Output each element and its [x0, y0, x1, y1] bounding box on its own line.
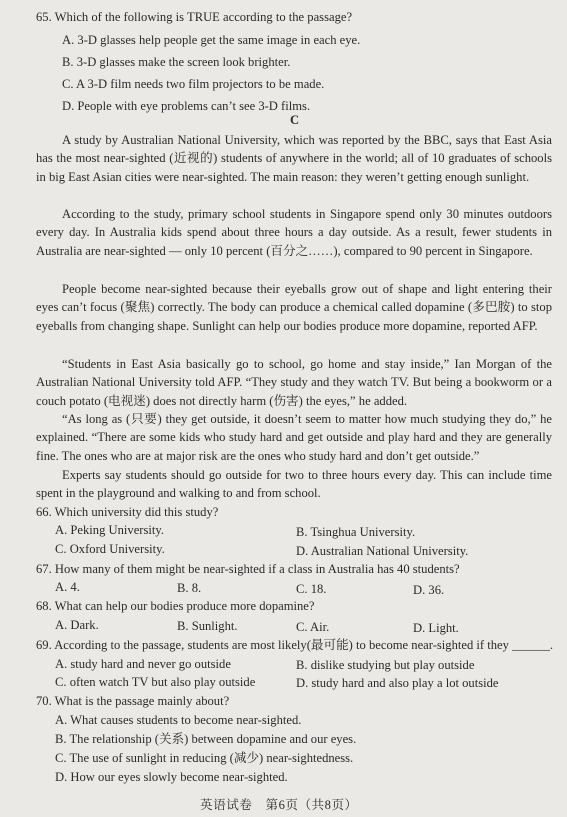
- q69-stem: 69. According to the passage, students are most likely(最可能) to become near-sighted if they ______.: [36, 638, 554, 652]
- page-footer: 英语试卷 第6页（共8页）: [200, 798, 358, 812]
- q70-option-c: C. The use of sunlight in reducing (减少) near-sightedness.: [55, 751, 354, 765]
- q67-stem: 67. How many of them might be near-sighted if a class in Australia has 40 students?: [36, 562, 460, 576]
- q70-stem: 70. What is the passage mainly about?: [36, 694, 230, 708]
- q66-stem: 66. Which university did this study?: [36, 505, 219, 519]
- q67-option-b: B. 8.: [177, 581, 202, 595]
- passage-paragraph-6: Experts say students should go outside for two to three hours every day. This can include time spent in the playground and walking to and from school.: [36, 468, 552, 501]
- q69-option-a: A. study hard and never go outside: [55, 657, 231, 671]
- q69-option-c: C. often watch TV but also play outside: [55, 675, 256, 689]
- q65-option-a: A. 3-D glasses help people get the same image in each eye.: [62, 33, 361, 47]
- q68-option-c: C. Air.: [296, 620, 330, 634]
- q68-option-a: A. Dark.: [55, 618, 99, 632]
- q67-option-a: A. 4.: [55, 580, 80, 594]
- q67-option-c: C. 18.: [296, 582, 327, 596]
- q70-option-a: A. What causes students to become near-sighted.: [55, 713, 302, 727]
- q65-option-d: D. People with eye problems can’t see 3-D films.: [62, 99, 311, 113]
- passage-paragraph-3: People become near-sighted because their eyeballs grow out of shape and light entering their eyes can’t focus (聚焦) correctly. The body can produce a chemical called dopamine (多巴胺) to stop eyeballs from changing shape. Sunlight can help our bodies produce more dopamine, reported AFP.: [36, 282, 552, 333]
- q69-option-d: D. study hard and also play a lot outside: [296, 676, 499, 690]
- q70-option-b: B. The relationship (关系) between dopamine and our eyes.: [55, 732, 357, 746]
- q66-option-a: A. Peking University.: [55, 523, 165, 537]
- q68-option-d: D. Light.: [413, 621, 459, 635]
- q69-option-b: B. dislike studying but play outside: [296, 658, 475, 672]
- passage-paragraph-1: A study by Australian National University, which was reported by the BBC, says that East Asia has the most near-sighted (近视的) students of anywhere in the world; all of 10 graduates of schools in big East Asian cities were near-sighted. The main reason: they weren’t getting enough sunlight.: [36, 133, 552, 184]
- q70-option-d: D. How our eyes slowly become near-sighted.: [55, 770, 288, 784]
- passage-paragraph-5: “As long as (只要) they get outside, it doesn’t seem to matter how much studying they do,” he explained. “There are some kids who study hard and get outside and play hard and they are generally fine. The ones who are at major risk are the ones who study hard and don’t get outside.”: [36, 412, 552, 463]
- q66-option-b: B. Tsinghua University.: [296, 525, 416, 539]
- q66-option-d: D. Australian National University.: [296, 544, 469, 558]
- q66-option-c: C. Oxford University.: [55, 542, 165, 556]
- q65-option-b: B. 3-D glasses make the screen look brighter.: [62, 55, 291, 69]
- section-letter: C: [290, 113, 300, 127]
- passage-paragraph-2: According to the study, primary school students in Singapore spend only 30 minutes outdoors every day. In Australia kids spend about three hours a day outside. As a result, fewer students in Australia are near-sighted — only 10 percent (百分之……), compared to 90 percent in Singapore.: [36, 207, 552, 258]
- q67-option-d: D. 36.: [413, 583, 445, 597]
- q68-option-b: B. Sunlight.: [177, 619, 238, 633]
- passage-paragraph-4: “Students in East Asia basically go to school, go home and stay inside,” Ian Morgan of the Australian National University told AFP. “They study and they watch TV. But being a bookworm or a couch potato (电视迷) does not directly harm (伤害) the eyes,” he added.: [36, 357, 552, 408]
- q65-stem: 65. Which of the following is TRUE according to the passage?: [36, 10, 353, 24]
- q65-option-c: C. A 3-D film needs two film projectors to be made.: [62, 77, 325, 91]
- q68-stem: 68. What can help our bodies produce more dopamine?: [36, 599, 315, 613]
